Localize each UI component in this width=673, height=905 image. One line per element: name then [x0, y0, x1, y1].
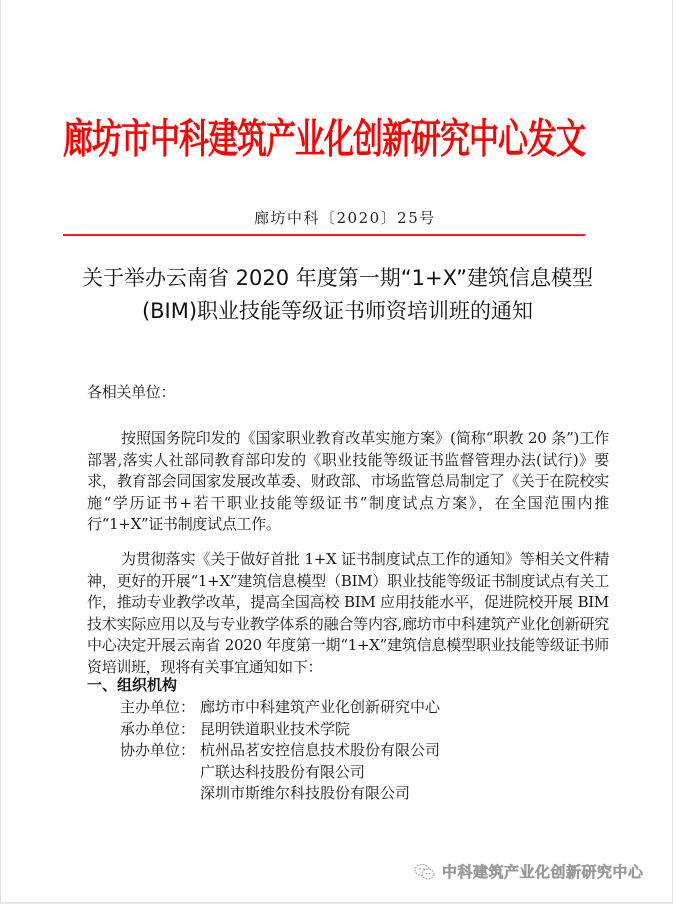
wechat-watermark: [414, 861, 644, 882]
org-label: [120, 783, 200, 805]
section-heading-organization: 一、组织机构: [87, 676, 178, 694]
document-number: 廊坊中科〔2020〕25号: [254, 209, 436, 227]
watermark-text: 中科建筑产业化创新研究中心: [442, 863, 644, 881]
notice-title: 关于举办云南省 2020 年度第一期“1+X”建筑信息模型 (BIM)职业技能等级证书师资培训班的通知: [81, 266, 594, 323]
org-row-co-organizer: [120, 783, 440, 805]
org-masthead: 廊坊市中科建筑产业化创新研究中心发文: [63, 116, 585, 164]
org-row-organizer: [120, 719, 440, 741]
paragraph-2: 为贯彻落实《关于做好首批 1+X 证书制度试点工作的通知》等相关文件精神，更好的开展“1+X”建筑信息模型（BIM）职业技能等级证书制度试点有关工作，推动专业教学改革，提高全国高校 BIM 应用技能水平，促进院校开展 BIM 技术实际应用以及与专业教学体系的融合等内容,廊坊市中科建筑产业化创新研究中心决定开展云南省 2020 年度第一期“1+X”建筑信息模型职业技能等级证书师资培训班，现将有关事宜通知如下：: [87, 550, 609, 676]
wechat-icon: [414, 863, 436, 881]
org-label: [120, 762, 200, 784]
salutation: 各相关单位：: [87, 383, 176, 401]
org-row-co-organizer: [120, 762, 440, 784]
org-label: 协办单位：: [120, 741, 196, 759]
org-value: 深圳市斯维尔科技股份有限公司: [200, 784, 411, 802]
red-divider-line: [63, 234, 585, 236]
org-value: 廊坊市中科建筑产业化创新研究中心: [200, 698, 441, 716]
org-value: 杭州品茗安控信息技术股份有限公司: [200, 741, 441, 759]
org-row-host: [120, 697, 440, 719]
organization-list: [120, 697, 440, 805]
org-value: 昆明铁道职业技术学院: [200, 719, 351, 738]
paragraph-1: 按照国务院印发的《国家职业教育改革实施方案》(简称“职教 20 条”)工作部署,落实人社部同教育部印发的《职业技能等级证书监督管理办法(试行)》要求，教育部会同国家发展改革委、财政部、市场监管总局制定了《关于在院校实施“学历证书+若干职业技能等级证书”制度试点方案》，在全国范围内推行“1+X”证书制度试点工作。: [87, 429, 609, 533]
org-label: 承办单位：: [120, 719, 196, 738]
org-value: 广联达科技股份有限公司: [200, 762, 366, 781]
org-label: 主办单位：: [120, 698, 196, 716]
org-row-co-organizer: [120, 740, 440, 762]
